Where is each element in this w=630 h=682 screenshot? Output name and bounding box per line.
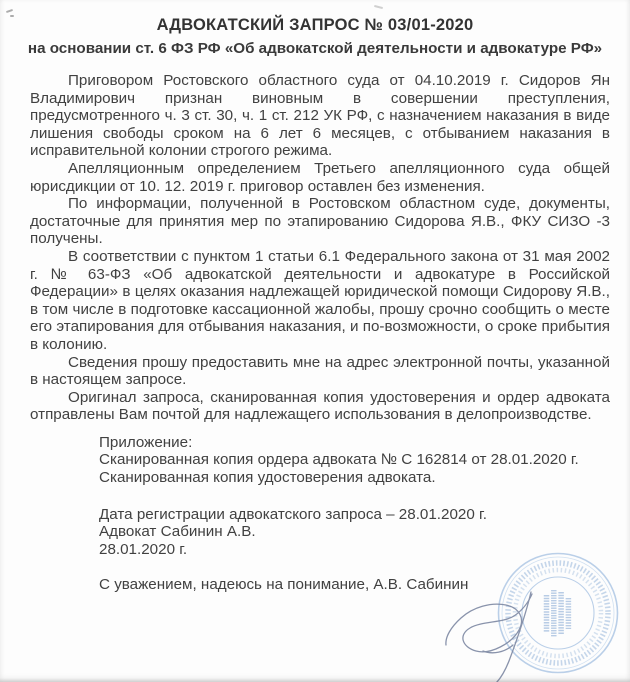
stamp-icon: [494, 551, 624, 677]
attachment-heading: Приложение:: [99, 433, 193, 451]
paragraph-originals-sent: Оригинал запроса, сканированная копия удостоверения и ордер адвоката отправлены Вам почтой для надлежащего использования в делопроизводстве.: [30, 388, 610, 424]
registration-section: [99, 506, 610, 559]
attachment-section: [99, 434, 610, 487]
scan-noise-speck: [374, 5, 383, 9]
signing-date-line: 28.01.2020 г.: [99, 540, 188, 558]
signature-icon: [443, 589, 558, 682]
document-title: АДВОКАТСКИЙ ЗАПРОС № 03/01-2020: [156, 16, 474, 34]
scan-edge-shadow: [0, 678, 630, 682]
closing-line: С уважением, надеюсь на понимание, А.В. Сабинин: [99, 576, 469, 594]
paragraph-verdict: Приговором Ростовского областного суда от 04.10.2019 г. Сидоров Ян Владимирович признан виновным в совершении преступления, предусмотренного ч. 3 ст. 30, ч. 1 ст. 212 УК РФ, с назначением наказания в виде лишения свободы сроком на 6 лет 6 месяцев, с отбыванием наказания в исправительной колонии строгого режима.: [30, 72, 610, 160]
document-body: [30, 72, 610, 424]
round-seal-stamp: [494, 551, 624, 677]
scan-noise-speck: [6, 9, 13, 13]
handwritten-signature: [443, 589, 558, 682]
attachment-item: Сканированная копия удостоверения адвоката.: [99, 469, 436, 487]
lawyer-name-line: Адвокат Сабинин А.В.: [99, 523, 256, 541]
registration-date-line: Дата регистрации адвокатского запроса – 28.01.2020 г.: [99, 505, 487, 523]
paragraph-reply-email: Сведения прошу предоставить мне на адрес электронной почты, указанной в настоящем запросе.: [30, 353, 610, 389]
scan-noise-speck: [10, 15, 14, 17]
document-header: [0, 15, 630, 58]
attachment-item: Сканированная копия ордера адвоката № С 162814 от 28.01.2020 г.: [99, 451, 579, 469]
paragraph-request: В соответствии с пунктом 1 статьи 6.1 Федерального закона от 31 мая 2002 г. № 63-ФЗ «Об адвокатской деятельности и адвокатуре в Российской Федерации» в целях оказания надлежащей юридической помощи Сидорову Я.В., в том числе в подготовке кассационной жалобы, прошу срочно сообщить о месте его этапирования для отбывания наказания, и по-возможности, о сроке прибытия в колонию.: [30, 247, 610, 353]
document-subtitle: на основании ст. 6 ФЗ РФ «Об адвокатской деятельности и адвокатуре РФ»: [27, 40, 603, 57]
paragraph-court-info: По информации, полученной в Ростовском областном суде, документы, достаточные для принятия мер по этапированию Сидорова Я.В., ФКУ СИЗО -3 получены.: [30, 195, 610, 248]
paragraph-appeal: Апелляционным определением Третьего апелляционного суда общей юрисдикции от 10. 12. 2019 г. приговор оставлен без изменения.: [30, 159, 610, 195]
